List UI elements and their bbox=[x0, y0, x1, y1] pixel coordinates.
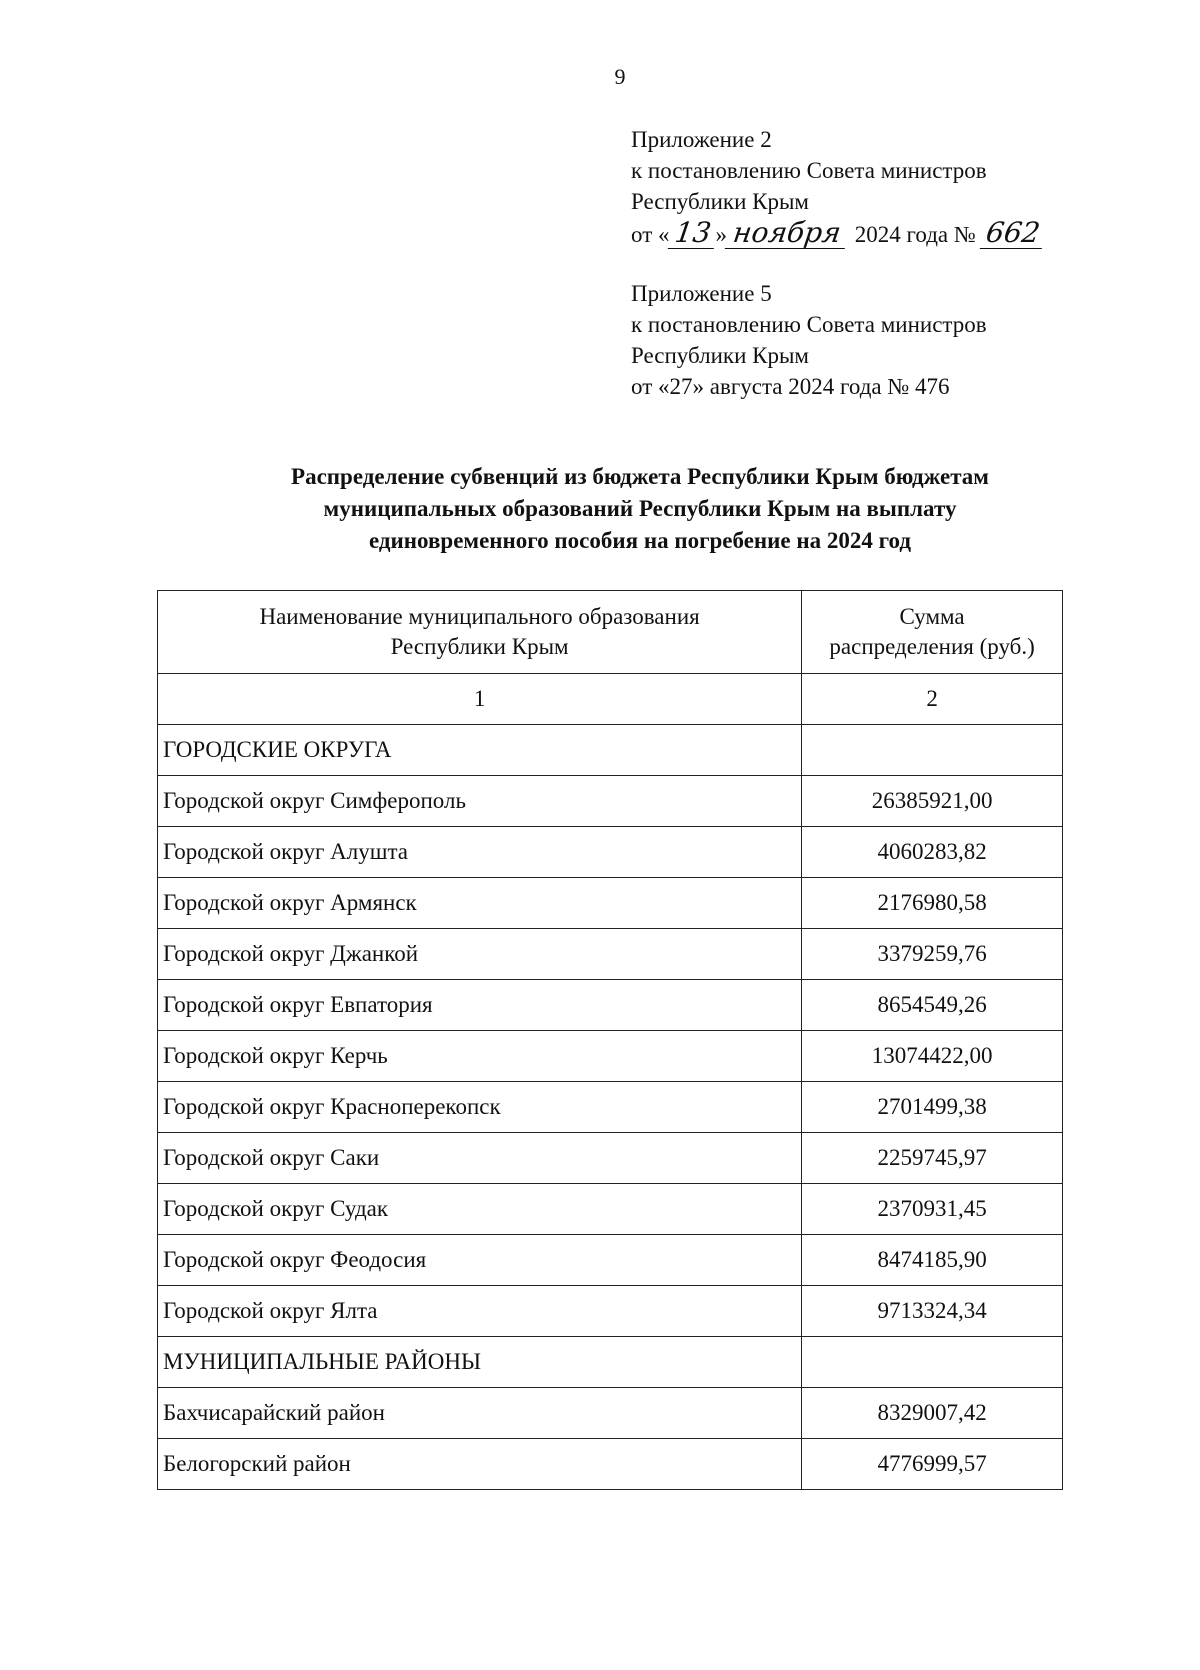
distribution-table bbox=[157, 590, 1063, 1490]
table-header-row bbox=[158, 591, 1063, 674]
appendix-2-line3: Республики Крым bbox=[631, 189, 809, 214]
column-numbering-row bbox=[158, 674, 1063, 725]
distribution-amount: 3379259,76 bbox=[802, 929, 1063, 980]
distribution-amount: 26385921,00 bbox=[802, 776, 1063, 827]
municipality-name: Городской округ Алушта bbox=[158, 827, 802, 878]
appendix-2-title: Приложение 2 bbox=[631, 127, 772, 152]
municipality-name: Городской округ Саки bbox=[158, 1133, 802, 1184]
document-title-line1: Распределение субвенций из бюджета Республики Крым бюджетам bbox=[291, 464, 989, 489]
appendix-5-block bbox=[631, 278, 987, 402]
distribution-amount: 8654549,26 bbox=[802, 980, 1063, 1031]
table-row bbox=[158, 1337, 1063, 1388]
header-municipality-line1: Наименование муниципального образования bbox=[259, 604, 700, 629]
municipality-name: Городской округ Евпатория bbox=[158, 980, 802, 1031]
appendix-2-line2: к постановлению Совета министров bbox=[631, 158, 987, 183]
header-municipality bbox=[158, 591, 802, 674]
handwritten-number: 662 bbox=[979, 217, 1045, 249]
municipality-name: Бахчисарайский район bbox=[158, 1388, 802, 1439]
municipality-name: Городской округ Феодосия bbox=[158, 1235, 802, 1286]
appendix-5-line3: Республики Крым bbox=[631, 343, 809, 368]
table-row bbox=[158, 1439, 1063, 1490]
document-title bbox=[150, 461, 1130, 557]
column-number-1: 1 bbox=[158, 674, 802, 725]
municipality-name: Городской округ Армянск bbox=[158, 878, 802, 929]
date-mid: » bbox=[715, 222, 727, 247]
table-row bbox=[158, 1286, 1063, 1337]
table-row bbox=[158, 1133, 1063, 1184]
municipality-name: Городской округ Симферополь bbox=[158, 776, 802, 827]
distribution-amount bbox=[802, 725, 1063, 776]
document-title-line2: муниципальных образований Республики Крым на выплату bbox=[323, 496, 957, 521]
distribution-amount: 2176980,58 bbox=[802, 878, 1063, 929]
table-row bbox=[158, 776, 1063, 827]
table-row bbox=[158, 1184, 1063, 1235]
table-row bbox=[158, 827, 1063, 878]
municipality-name: Городской округ Керчь bbox=[158, 1031, 802, 1082]
handwritten-day: 13 bbox=[667, 217, 717, 249]
distribution-amount: 2701499,38 bbox=[802, 1082, 1063, 1133]
header-municipality-line2: Республики Крым bbox=[390, 634, 569, 659]
municipality-name: ГОРОДСКИЕ ОКРУГА bbox=[158, 725, 802, 776]
appendix-2-block bbox=[631, 124, 1044, 250]
municipality-name: Городской округ Ялта bbox=[158, 1286, 802, 1337]
handwritten-month: ноября bbox=[725, 217, 849, 249]
appendix-2-date-line bbox=[631, 217, 1044, 250]
page-number: 9 bbox=[614, 64, 626, 89]
distribution-amount: 9713324,34 bbox=[802, 1286, 1063, 1337]
distribution-amount: 4060283,82 bbox=[802, 827, 1063, 878]
table-row bbox=[158, 980, 1063, 1031]
date-prefix: от « bbox=[631, 222, 670, 247]
municipality-name: Белогорский район bbox=[158, 1439, 802, 1490]
table-row bbox=[158, 1031, 1063, 1082]
distribution-amount: 2370931,45 bbox=[802, 1184, 1063, 1235]
header-amount bbox=[802, 591, 1063, 674]
distribution-amount: 2259745,97 bbox=[802, 1133, 1063, 1184]
distribution-amount: 4776999,57 bbox=[802, 1439, 1063, 1490]
table-row bbox=[158, 1388, 1063, 1439]
distribution-amount bbox=[802, 1337, 1063, 1388]
distribution-amount: 8329007,42 bbox=[802, 1388, 1063, 1439]
distribution-amount: 8474185,90 bbox=[802, 1235, 1063, 1286]
distribution-amount: 13074422,00 bbox=[802, 1031, 1063, 1082]
table-row bbox=[158, 878, 1063, 929]
header-amount-line2: распределения (руб.) bbox=[829, 634, 1035, 659]
document-title-line3: единовременного пособия на погребение на 2024 год bbox=[369, 528, 911, 553]
appendix-5-line2: к постановлению Совета министров bbox=[631, 312, 987, 337]
table-row bbox=[158, 1235, 1063, 1286]
header-amount-line1: Сумма bbox=[899, 604, 965, 629]
table-row bbox=[158, 929, 1063, 980]
municipality-name: Городской округ Красноперекопск bbox=[158, 1082, 802, 1133]
appendix-5-line4: от «27» августа 2024 года № 476 bbox=[631, 374, 950, 399]
year-text: 2024 года № bbox=[849, 222, 982, 247]
column-number-2: 2 bbox=[802, 674, 1063, 725]
municipality-name: МУНИЦИПАЛЬНЫЕ РАЙОНЫ bbox=[158, 1337, 802, 1388]
table-row bbox=[158, 1082, 1063, 1133]
municipality-name: Городской округ Судак bbox=[158, 1184, 802, 1235]
table-row bbox=[158, 725, 1063, 776]
municipality-name: Городской округ Джанкой bbox=[158, 929, 802, 980]
appendix-5-title: Приложение 5 bbox=[631, 281, 772, 306]
